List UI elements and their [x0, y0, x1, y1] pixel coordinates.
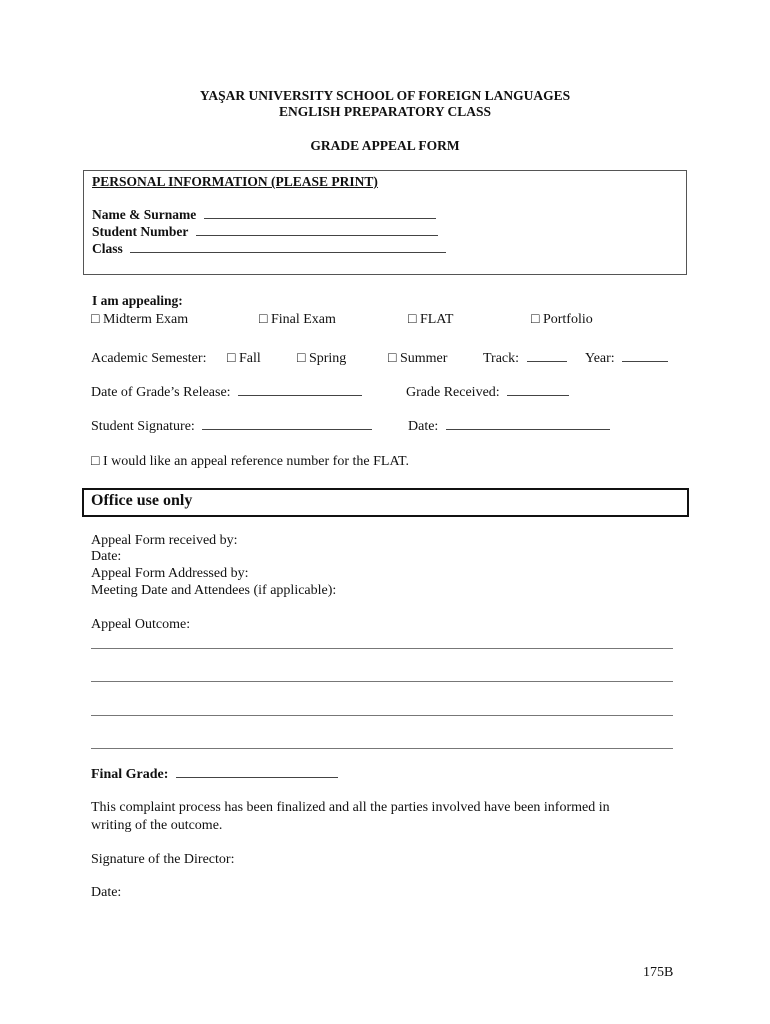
office-use-heading: Office use only: [91, 492, 193, 509]
outcome-line-1[interactable]: [91, 648, 673, 649]
release-field[interactable]: [238, 394, 362, 396]
student-number-label: Student Number: [92, 224, 189, 239]
final-date-label: Date:: [91, 885, 122, 900]
director-signature-label: Signature of the Director:: [91, 852, 235, 867]
student-number-field[interactable]: [196, 234, 438, 236]
grade-received-row: [406, 385, 569, 401]
form-title: GRADE APPEAL FORM: [310, 138, 460, 153]
year-row: [585, 351, 668, 367]
class-row: [92, 241, 446, 257]
outcome-line-2[interactable]: [91, 681, 673, 682]
program-title: ENGLISH PREPARATORY CLASS: [278, 104, 492, 119]
semester-fall[interactable]: □ Fall: [227, 351, 261, 366]
form-code: 175B: [643, 965, 674, 980]
option-midterm[interactable]: □ Midterm Exam: [91, 312, 189, 327]
grade-received-field[interactable]: [507, 394, 569, 396]
office-date: Date:: [91, 549, 122, 564]
final-grade-field[interactable]: [176, 776, 338, 778]
date-label: Date:: [408, 419, 439, 434]
received-by: Appeal Form received by:: [91, 533, 238, 548]
release-row: [91, 385, 362, 401]
outcome-line-4[interactable]: [91, 748, 673, 749]
appeal-outcome-label: Appeal Outcome:: [91, 617, 191, 632]
name-label: Name & Surname: [92, 207, 197, 222]
option-final[interactable]: □ Final Exam: [259, 312, 336, 327]
signature-field[interactable]: [202, 428, 372, 430]
meeting-attendees: Meeting Date and Attendees (if applicable):: [91, 583, 337, 598]
year-label: Year:: [585, 351, 615, 366]
outcome-line-3[interactable]: [91, 715, 673, 716]
statement-line-1: This complaint process has been finalized and all the parties involved have been informed in: [91, 800, 610, 815]
university-title: YAŞAR UNIVERSITY SCHOOL OF FOREIGN LANGUAGES: [199, 88, 571, 103]
option-portfolio[interactable]: □ Portfolio: [531, 312, 593, 327]
track-label: Track:: [483, 351, 520, 366]
class-label: Class: [92, 241, 123, 256]
addressed-by: Appeal Form Addressed by:: [91, 566, 249, 581]
date-row: [408, 419, 610, 435]
track-row: [483, 351, 567, 367]
signature-label: Student Signature:: [91, 419, 195, 434]
signature-row: [91, 419, 372, 435]
grade-received-label: Grade Received:: [406, 385, 500, 400]
date-field[interactable]: [446, 428, 610, 430]
reference-option[interactable]: □ I would like an appeal reference number for the FLAT.: [91, 454, 410, 469]
name-row: [92, 207, 436, 223]
final-grade-row: [91, 767, 338, 783]
release-label: Date of Grade’s Release:: [91, 385, 231, 400]
option-flat[interactable]: □ FLAT: [408, 312, 454, 327]
appealing-heading: I am appealing:: [92, 293, 183, 308]
semester-spring[interactable]: □ Spring: [297, 351, 347, 366]
personal-info-heading: PERSONAL INFORMATION (PLEASE PRINT): [92, 174, 378, 189]
semester-summer[interactable]: □ Summer: [388, 351, 448, 366]
year-field[interactable]: [622, 360, 668, 362]
name-field[interactable]: [204, 217, 436, 219]
final-grade-label: Final Grade:: [91, 767, 169, 782]
track-field[interactable]: [527, 360, 567, 362]
student-number-row: [92, 224, 438, 240]
semester-label: Academic Semester:: [91, 351, 207, 366]
statement-line-2: writing of the outcome.: [91, 818, 223, 833]
class-field[interactable]: [130, 251, 446, 253]
